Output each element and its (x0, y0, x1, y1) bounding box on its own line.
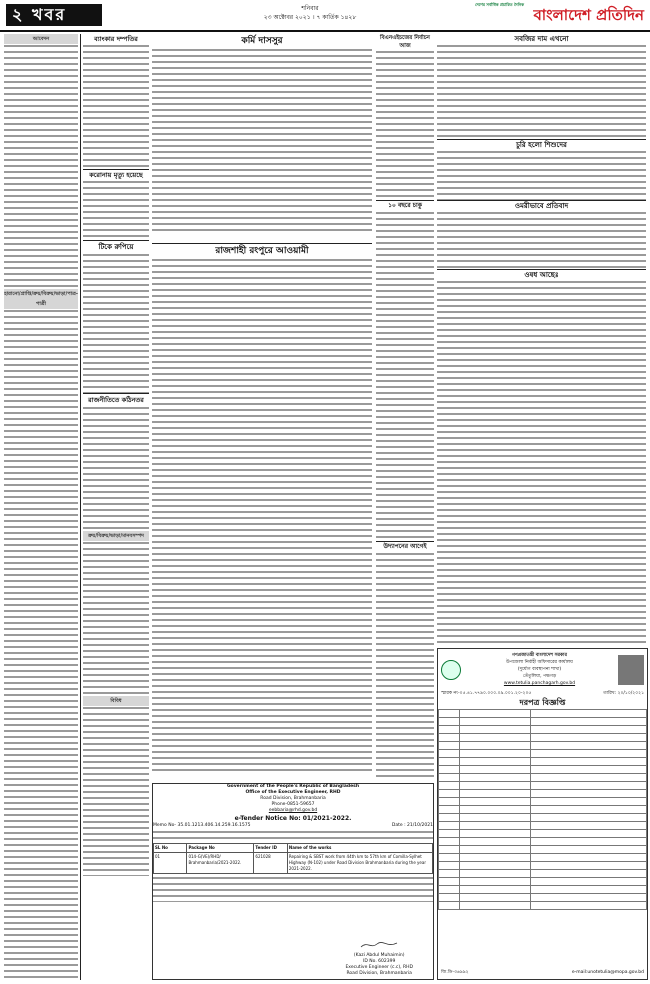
corona-body (83, 180, 149, 240)
table-row (439, 710, 647, 718)
corona-headline: করোনায় মৃত্যু হয়েছে (83, 169, 149, 180)
vegetable-headline: সবজির দাম এখনো (514, 35, 569, 43)
table-row (154, 853, 433, 874)
tender-memo: Memo No- 35.01.1213.406.14.259.16.1575 (153, 823, 251, 828)
before-death-body (376, 552, 434, 777)
dorpotro-date: তারিখ: ২০/১০/২০২১ (603, 691, 644, 696)
tender-signature-block (345, 940, 413, 977)
column-two (83, 34, 149, 980)
table-row (439, 806, 647, 814)
cell-tender-id: 621028 (254, 853, 287, 874)
tender-phone: Phone-0851-59657 (271, 802, 315, 807)
tender-email: eebbaria@rhd.gov.bd (268, 808, 318, 813)
tender-division-line: Road Division, Brahmanbaria (260, 796, 326, 801)
dorpotro-office-sub: (দুর্যোগ ব্যবস্থাপনা শাখা) (517, 667, 562, 672)
signer-id: ID No. 602399 (363, 959, 396, 964)
theft-body (437, 150, 646, 200)
table-row (439, 782, 647, 790)
table-row (439, 814, 647, 822)
election-body (376, 50, 434, 200)
lost-found-header: হারানো/প্রাপ্তি/ক্রয়/বিক্রয়/ভাড়া/পাত্র-পাত্রী (4, 291, 78, 307)
page-number: ২ খবর (6, 4, 102, 26)
tender-table-header (154, 844, 433, 853)
table-row (439, 830, 647, 838)
tender-date: Date : 21/10/2021 (391, 823, 433, 828)
dorpotro-title: দরপত্র বিজ্ঞপ্তি (519, 698, 566, 707)
day-label: শনিবার (301, 5, 319, 12)
table-row (439, 846, 647, 854)
rajshahi-body (152, 258, 372, 773)
hearing-headline: ওষধ আছেঃ (437, 269, 646, 280)
e-tender-notice (152, 783, 434, 980)
table-row (439, 734, 647, 742)
logo-tagline: দেশের সর্বাধিক প্রচারিত দৈনিক (475, 2, 524, 7)
dorpotro-table (438, 709, 647, 910)
protest-body (437, 211, 646, 269)
politics-body (83, 406, 149, 531)
signer-title: Executive Engineer (c.c), RHD (345, 965, 413, 970)
tender-terms-text (153, 876, 433, 902)
column-four (376, 34, 434, 779)
logo-text: বাংলাদেশ প্রতিদিন (533, 6, 644, 24)
dorpotro-footer-right: e-mail:unotetulia@mopa.gov.bd (571, 970, 644, 975)
cell-sl: 01 (154, 853, 187, 874)
election-headline: বিএনএইচজের নির্বাচন আজ (380, 35, 430, 49)
rajshahi-story (152, 243, 372, 779)
portrait-photo (618, 655, 644, 685)
signer-office: Road Division, Brahmanbaria (346, 971, 412, 976)
date-text: ২৩ অক্টোবর ২০২১ । ৭ কার্তিক ১৪২৮ (263, 14, 357, 21)
farmer-body (152, 48, 372, 234)
rajshahi-headline: রাজশাহী রংপুরে আওয়ামী (215, 246, 309, 256)
before-death-headline: উদ্যাপনের আগেই (376, 541, 434, 552)
protest-headline: ওমরীভাবে প্রতিবাদ (437, 200, 646, 211)
table-row (439, 758, 647, 766)
cricket-body (83, 253, 149, 393)
dorpotro-web: www.tetulia.panchagarh.gov.bd (503, 681, 576, 686)
table-row (439, 726, 647, 734)
dorpotro-office: উপজেলা নির্বাহী অফিসারের কার্যালয় (506, 660, 573, 665)
ten-year-body (376, 211, 434, 541)
masthead (0, 0, 650, 32)
table-row (439, 902, 647, 910)
dorpotro-footer-left: জি.ডি-৩৬৯৯২ (441, 970, 469, 975)
column-five (437, 34, 646, 644)
classifieds-text-block (4, 44, 78, 289)
politics-headline: রাজনীতিতে কঠিনতর (83, 393, 149, 406)
misc-body (83, 706, 149, 876)
dorpotro-memo: স্মারক নং-০৫.৪১.৭৭৯০.০০০.০৯.০০১.২০-২০৫ (441, 691, 532, 696)
col-name: Name of the works (287, 844, 432, 853)
table-row (439, 766, 647, 774)
table-row (439, 718, 647, 726)
banker-body (83, 44, 149, 169)
table-row (439, 798, 647, 806)
table-row (439, 742, 647, 750)
table-row (439, 790, 647, 798)
table-row (439, 822, 647, 830)
rent-body (83, 541, 149, 696)
cricket-headline: টিকে রুপিয়ে (83, 240, 149, 253)
table-row (439, 886, 647, 894)
cell-name: Repairing & SBST work from 44th km to 57th km of Comilla-Sylhet Highway (N-102) under Road Division Brahmanbaria during the year 2021-2022. (287, 853, 432, 874)
table-row (439, 870, 647, 878)
table-row (439, 894, 647, 902)
dorpotro-notice (437, 648, 648, 980)
date-line (180, 4, 440, 22)
rent-header: ক্রয়/বিক্রয়/ভাড়া/মানবসম্পদ (83, 531, 149, 541)
dorpotro-place: তেঁতুলিয়া, পঞ্চগড় (522, 674, 557, 679)
classifieds-header: আবেদন (4, 34, 78, 44)
table-row (439, 878, 647, 886)
classifieds-column (4, 34, 78, 980)
dorpotro-ministry: গণপ্রজাতন্ত্রী বাংলাদেশ সরকার (512, 653, 567, 658)
tender-table (153, 843, 433, 874)
table-row (439, 750, 647, 758)
cell-package: 014-G(VE)/RHD/ Brahmanbaria/2021-2022. (187, 853, 254, 874)
government-seal-icon (441, 660, 461, 680)
column-divider (80, 34, 81, 980)
tender-intro-text (153, 830, 433, 842)
table-row (439, 854, 647, 862)
col-tender-id: Tender ID (254, 844, 287, 853)
hearing-body (437, 280, 646, 644)
theft-headline: চুরি হলো শিশুদের (437, 139, 646, 150)
table-row (439, 862, 647, 870)
banker-headline: ব্যাংকার দম্পতির (94, 35, 138, 43)
newspaper-logo (474, 4, 644, 26)
col-package: Package No (187, 844, 254, 853)
farmer-story (152, 34, 372, 240)
farmer-headline: কর্মি দাসসুর (241, 36, 283, 46)
tender-title: e-Tender Notice No: 01/2021-2022. (234, 815, 352, 822)
vegetable-body (437, 44, 646, 139)
lost-found-text-block (4, 309, 78, 980)
table-row (439, 838, 647, 846)
tender-gov-line: Government of the People's Republic of Bangladesh (226, 784, 360, 789)
signer-name: (Kazi Abdul Muhaimin) (353, 953, 405, 958)
tender-office-line: Office of the Executive Engineer, RHD (245, 790, 341, 795)
table-row (439, 774, 647, 782)
misc-header: বিবিধ (83, 696, 149, 706)
ten-year-headline: ১০ বছরে চাকু (376, 200, 434, 211)
col-sl: SL No (154, 844, 187, 853)
signature-scribble (359, 940, 399, 950)
